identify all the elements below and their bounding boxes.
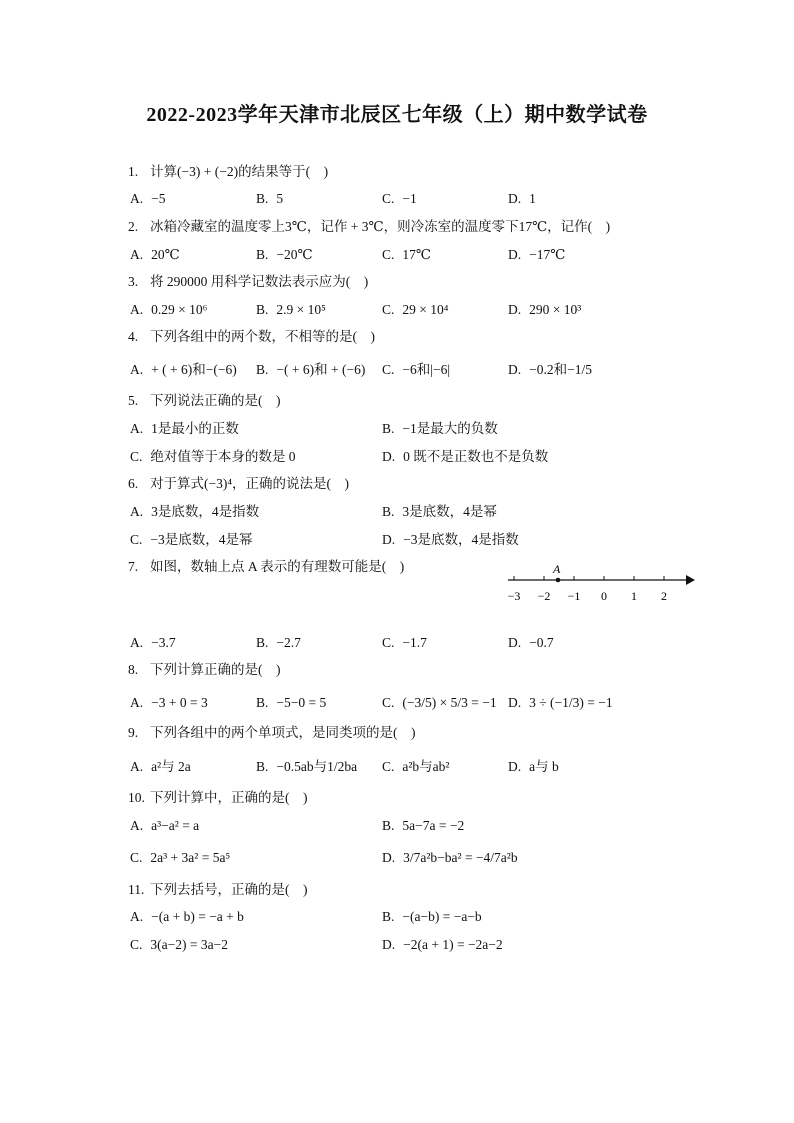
question-10: 10. 下列计算中，正确的是( ) xyxy=(128,790,308,805)
option-11b[interactable]: B. −(a−b) = −a−b xyxy=(382,909,482,924)
option-9a[interactable]: A. a²与 2a xyxy=(130,759,191,774)
option-6b[interactable]: B. 3是底数，4是幂 xyxy=(382,504,497,519)
question-8: 8. 下列计算正确的是( ) xyxy=(128,662,281,677)
number-line-figure xyxy=(500,562,700,612)
option-4b[interactable]: B. −( + 6)和 + (−6) xyxy=(256,362,366,377)
question-7: 7. 如图，数轴上点 A 表示的有理数可能是( ) xyxy=(128,559,405,574)
question-6: 6. 对于算式(−3)⁴，正确的说法是( ) xyxy=(128,476,350,491)
option-7a[interactable]: A. −3.7 xyxy=(130,635,176,650)
question-3: 3. 将 290000 用科学记数法表示应为( ) xyxy=(128,274,369,289)
option-8c[interactable]: C. (−3/5) × 5/3 = −1 xyxy=(382,695,497,710)
option-10a[interactable]: A. a³−a² = a xyxy=(130,818,200,833)
tick-label: −3 xyxy=(507,589,521,603)
tick-label: 1 xyxy=(631,589,637,603)
option-2a[interactable]: A. 20℃ xyxy=(130,247,180,262)
option-9b[interactable]: B. −0.5ab与1/2ba xyxy=(256,759,358,774)
option-9c[interactable]: C. a²b与ab² xyxy=(382,759,450,774)
option-10d[interactable]: D. 3/7a²b−ba² = −4/7a²b xyxy=(382,850,518,865)
option-3a[interactable]: A. 0.29 × 10⁶ xyxy=(130,302,208,317)
option-7b[interactable]: B. −2.7 xyxy=(256,635,301,650)
option-9d[interactable]: D. a与 b xyxy=(508,759,559,774)
option-11a[interactable]: A. −(a + b) = −a + b xyxy=(130,909,244,924)
option-3d[interactable]: D. 290 × 10³ xyxy=(508,302,582,317)
tick-label: −2 xyxy=(537,589,551,603)
option-6c[interactable]: C. −3是底数，4是幂 xyxy=(130,532,253,547)
axis-arrow-icon xyxy=(686,575,695,585)
point-a xyxy=(556,578,561,583)
page-title: 2022-2023学年天津市北辰区七年级（上）期中数学试卷 xyxy=(146,104,648,126)
option-5c[interactable]: C. 绝对值等于本身的数是 0 xyxy=(130,449,296,464)
option-2d[interactable]: D. −17℃ xyxy=(508,247,566,262)
question-2: 2. 冰箱冷藏室的温度零上3℃，记作 + 3℃，则冷冻室的温度零下17℃，记作( ) xyxy=(128,219,611,234)
option-1a[interactable]: A. −5 xyxy=(130,191,166,206)
option-10b[interactable]: B. 5a−7a = −2 xyxy=(382,818,465,833)
option-5a[interactable]: A. 1是最小的正数 xyxy=(130,421,239,436)
point-a-label: A xyxy=(553,562,561,576)
option-5d[interactable]: D. 0 既不是正数也不是负数 xyxy=(382,449,549,464)
option-7d[interactable]: D. −0.7 xyxy=(508,635,554,650)
option-1b[interactable]: B. 5 xyxy=(256,191,284,206)
question-5: 5. 下列说法正确的是( ) xyxy=(128,393,281,408)
option-3b[interactable]: B. 2.9 × 10⁵ xyxy=(256,302,326,317)
option-11c[interactable]: C. 3(a−2) = 3a−2 xyxy=(130,937,228,952)
tick-label: 0 xyxy=(601,589,607,603)
question-9: 9. 下列各组中的两个单项式，是同类项的是( ) xyxy=(128,725,416,740)
option-3c[interactable]: C. 29 × 10⁴ xyxy=(382,302,449,317)
option-4a[interactable]: A. + ( + 6)和−(−6) xyxy=(130,362,237,377)
option-1d[interactable]: D. 1 xyxy=(508,191,536,206)
option-11d[interactable]: D. −2(a + 1) = −2a−2 xyxy=(382,937,503,952)
option-10c[interactable]: C. 2a³ + 3a² = 5a⁵ xyxy=(130,850,231,865)
option-7c[interactable]: C. −1.7 xyxy=(382,635,427,650)
tick-label: −1 xyxy=(567,589,581,603)
question-4: 4. 下列各组中的两个数，不相等的是( ) xyxy=(128,329,375,344)
option-4d[interactable]: D. −0.2和−1/5 xyxy=(508,362,592,377)
option-2b[interactable]: B. −20℃ xyxy=(256,247,313,262)
option-6a[interactable]: A. 3是底数，4是指数 xyxy=(130,504,260,519)
option-4c[interactable]: C. −6和|−6| xyxy=(382,362,451,377)
option-8a[interactable]: A. −3 + 0 = 3 xyxy=(130,695,208,710)
tick-label: 2 xyxy=(661,589,667,603)
option-8d[interactable]: D. 3 ÷ (−1/3) = −1 xyxy=(508,695,613,710)
option-1c[interactable]: C. −1 xyxy=(382,191,417,206)
option-5b[interactable]: B. −1是最大的负数 xyxy=(382,421,498,436)
option-2c[interactable]: C. 17℃ xyxy=(382,247,431,262)
option-8b[interactable]: B. −5−0 = 5 xyxy=(256,695,327,710)
option-6d[interactable]: D. −3是底数，4是指数 xyxy=(382,532,519,547)
question-1: 1. 计算(−3) + (−2)的结果等于( ) xyxy=(128,164,329,179)
question-11: 11. 下列去括号，正确的是( ) xyxy=(128,882,308,897)
